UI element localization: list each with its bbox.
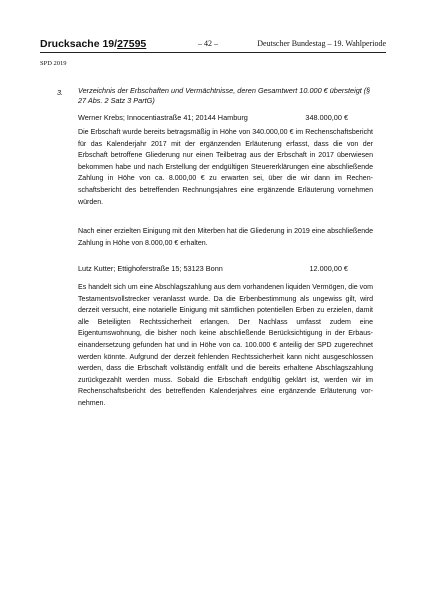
document-number-value: 27595 <box>117 38 147 50</box>
section-title: Verzeichnis der Erbschaften und Vermächtnisse, deren Gesamtwert 10.000 € übersteigt (§ 27 Abs. 2 Satz 3 PartG) <box>78 86 371 105</box>
entry-paragraph: Nach einer erzielten Einigung mit den Miterben hat die Gliederung in 2019 eine abschließende Zahlung in Höhe von 8.000,00 € erhalten. <box>78 228 373 247</box>
entry-amount: 348.000,00 € <box>305 113 348 122</box>
entry-header <box>78 264 348 274</box>
section-number: 3. <box>57 88 64 97</box>
entry-paragraph: Die Erbschaft wurde bereits betragsmäßig in Höhe von 340.000,00 € im Rechenschaftsbericht für das Kalenderjahr 2017 mit der ergänzenden Erläuterung erfasst, dass die von der Erbschaft betroffene Gliederung nur einen Teilbetrag aus der Erbschaft in 2017 überwiesen bekommen habe und nach Erstellung der endgültigen Steuererklärungen eine abschließende Zahlung in Höhe von ca. 8.000,00 € zu erwarten sei, über die wir dann im Rechenschaftsbericht des betreffenden Rechnungsjahres eine ergänzende Erläuterung vornehmen würden. <box>78 129 373 206</box>
entry-paragraph: Es handelt sich um eine Abschlagszahlung aus dem vorhandenen liquiden Vermögen, die vom Testamentsvollstrecker veranlasst wurde. Da die Erbenbestimmung als ungewiss gilt, wird derzeit versucht, eine notarielle Einigung mit sämtlichen potentiellen Erben zu erzielen, damit alle Beteiligten Rechtssicherheit erlangen. Der Nachlass umfasst zudem eine Eigentumswohnung, die bisher noch keine abschließende Berücksichtigung in der Erbauseinandersetzung gefunden hat und in Höhe von ca. 100.000 € anteilig der SPD zugerechnet werden könnte. Aufgrund der derzeit fehlenden Rechtssicherheit kann nicht ausgeschlossen werden, dass die Erbschaft vollständig entfällt und die bereits erhaltene Abschlagszahlung zurückgezahlt werden muss. Sobald die Erbschaft endgültig geklärt ist, werden wir im Rechenschaftsbericht des betreffenden Kalenderjahres eine ergänzende Erläuterung vornehmen. <box>78 284 373 407</box>
page-number: – 42 – <box>198 39 218 48</box>
page-header <box>40 38 386 53</box>
entry-amount: 12.000,00 € <box>309 264 348 273</box>
document-label: Drucksache 19/ <box>40 38 118 50</box>
entry-name: Lutz Kutter; Ettighoferstraße 15; 53123 Bonn <box>78 264 223 273</box>
document-number <box>40 38 146 50</box>
entry-header <box>78 113 348 123</box>
party-year-label: SPD 2019 <box>40 60 67 67</box>
parliament-period: Deutscher Bundestag – 19. Wahlperiode <box>257 39 386 48</box>
entry-name: Werner Krebs; Innocentiastraße 41; 20144 Hamburg <box>78 113 248 122</box>
